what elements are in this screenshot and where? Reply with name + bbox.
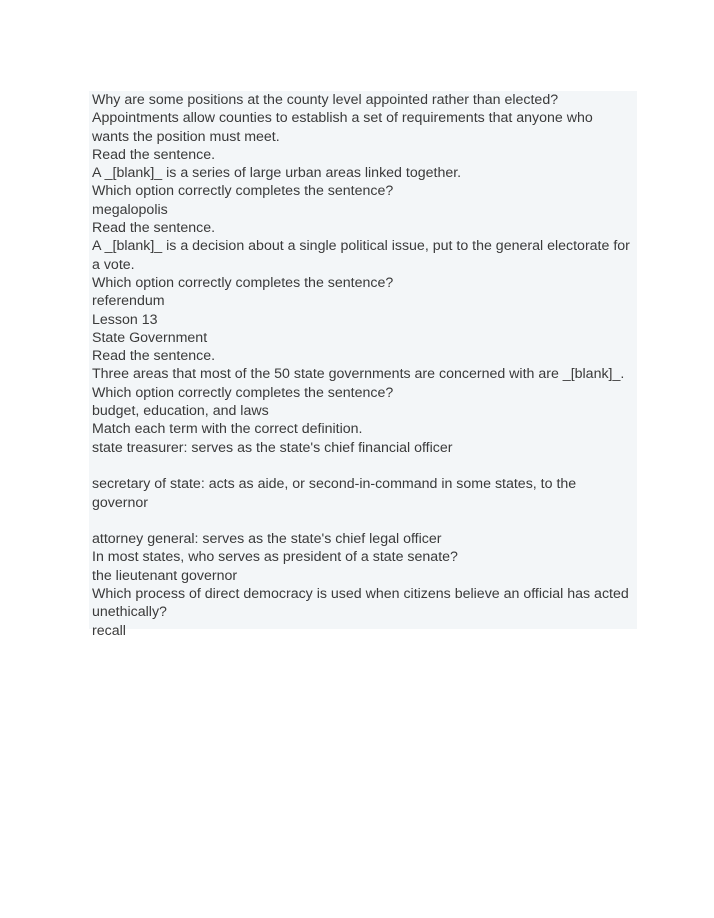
blank-line: [92, 512, 633, 530]
answer-senate-president: the lieutenant governor: [92, 567, 238, 584]
lesson-title: State Government: [92, 329, 208, 346]
prompt-match-terms: Match each term with the correct definition.: [92, 421, 363, 438]
sentence-state-concerns: Three areas that most of the 50 state governments are concerned with are _[blank]_.: [92, 366, 625, 383]
sentence-referendum: A _[blank]_ is a decision about a single political issue, put to the general electorate for a vote.: [92, 238, 630, 273]
prompt-read-sentence: Read the sentence.: [92, 146, 216, 163]
answer-county-appointed: Appointments allow counties to establish a set of requirements that anyone who wants the position must meet.: [92, 110, 593, 145]
prompt-which-option: Which option correctly completes the sentence?: [92, 274, 394, 291]
sentence-megalopolis: A _[blank]_ is a series of large urban areas linked together.: [92, 165, 462, 182]
answer-state-concerns: budget, education, and laws: [92, 403, 269, 420]
answer-referendum: referendum: [92, 293, 165, 310]
question-senate-president: In most states, who serves as president of a state senate?: [92, 549, 458, 566]
question-direct-democracy: Which process of direct democracy is used when citizens believe an official has acted unethically?: [92, 586, 629, 621]
prompt-read-sentence: Read the sentence.: [92, 220, 216, 237]
prompt-which-option: Which option correctly completes the sentence?: [92, 384, 394, 401]
document-text-block: [89, 91, 637, 639]
answer-megalopolis: megalopolis: [92, 201, 168, 218]
match-secretary-of-state: secretary of state: acts as aide, or second-in-command in some states, to the governor: [92, 476, 577, 511]
lesson-heading: Lesson 13: [92, 311, 158, 328]
answer-direct-democracy: recall: [92, 622, 126, 639]
question-county-appointed: Why are some positions at the county level appointed rather than elected?: [92, 92, 559, 108]
match-attorney-general: attorney general: serves as the state's chief legal officer: [92, 531, 442, 548]
prompt-which-option: Which option correctly completes the sentence?: [92, 183, 394, 200]
blank-line: [92, 457, 633, 475]
match-state-treasurer: state treasurer: serves as the state's chief financial officer: [92, 439, 453, 456]
prompt-read-sentence: Read the sentence.: [92, 348, 216, 365]
